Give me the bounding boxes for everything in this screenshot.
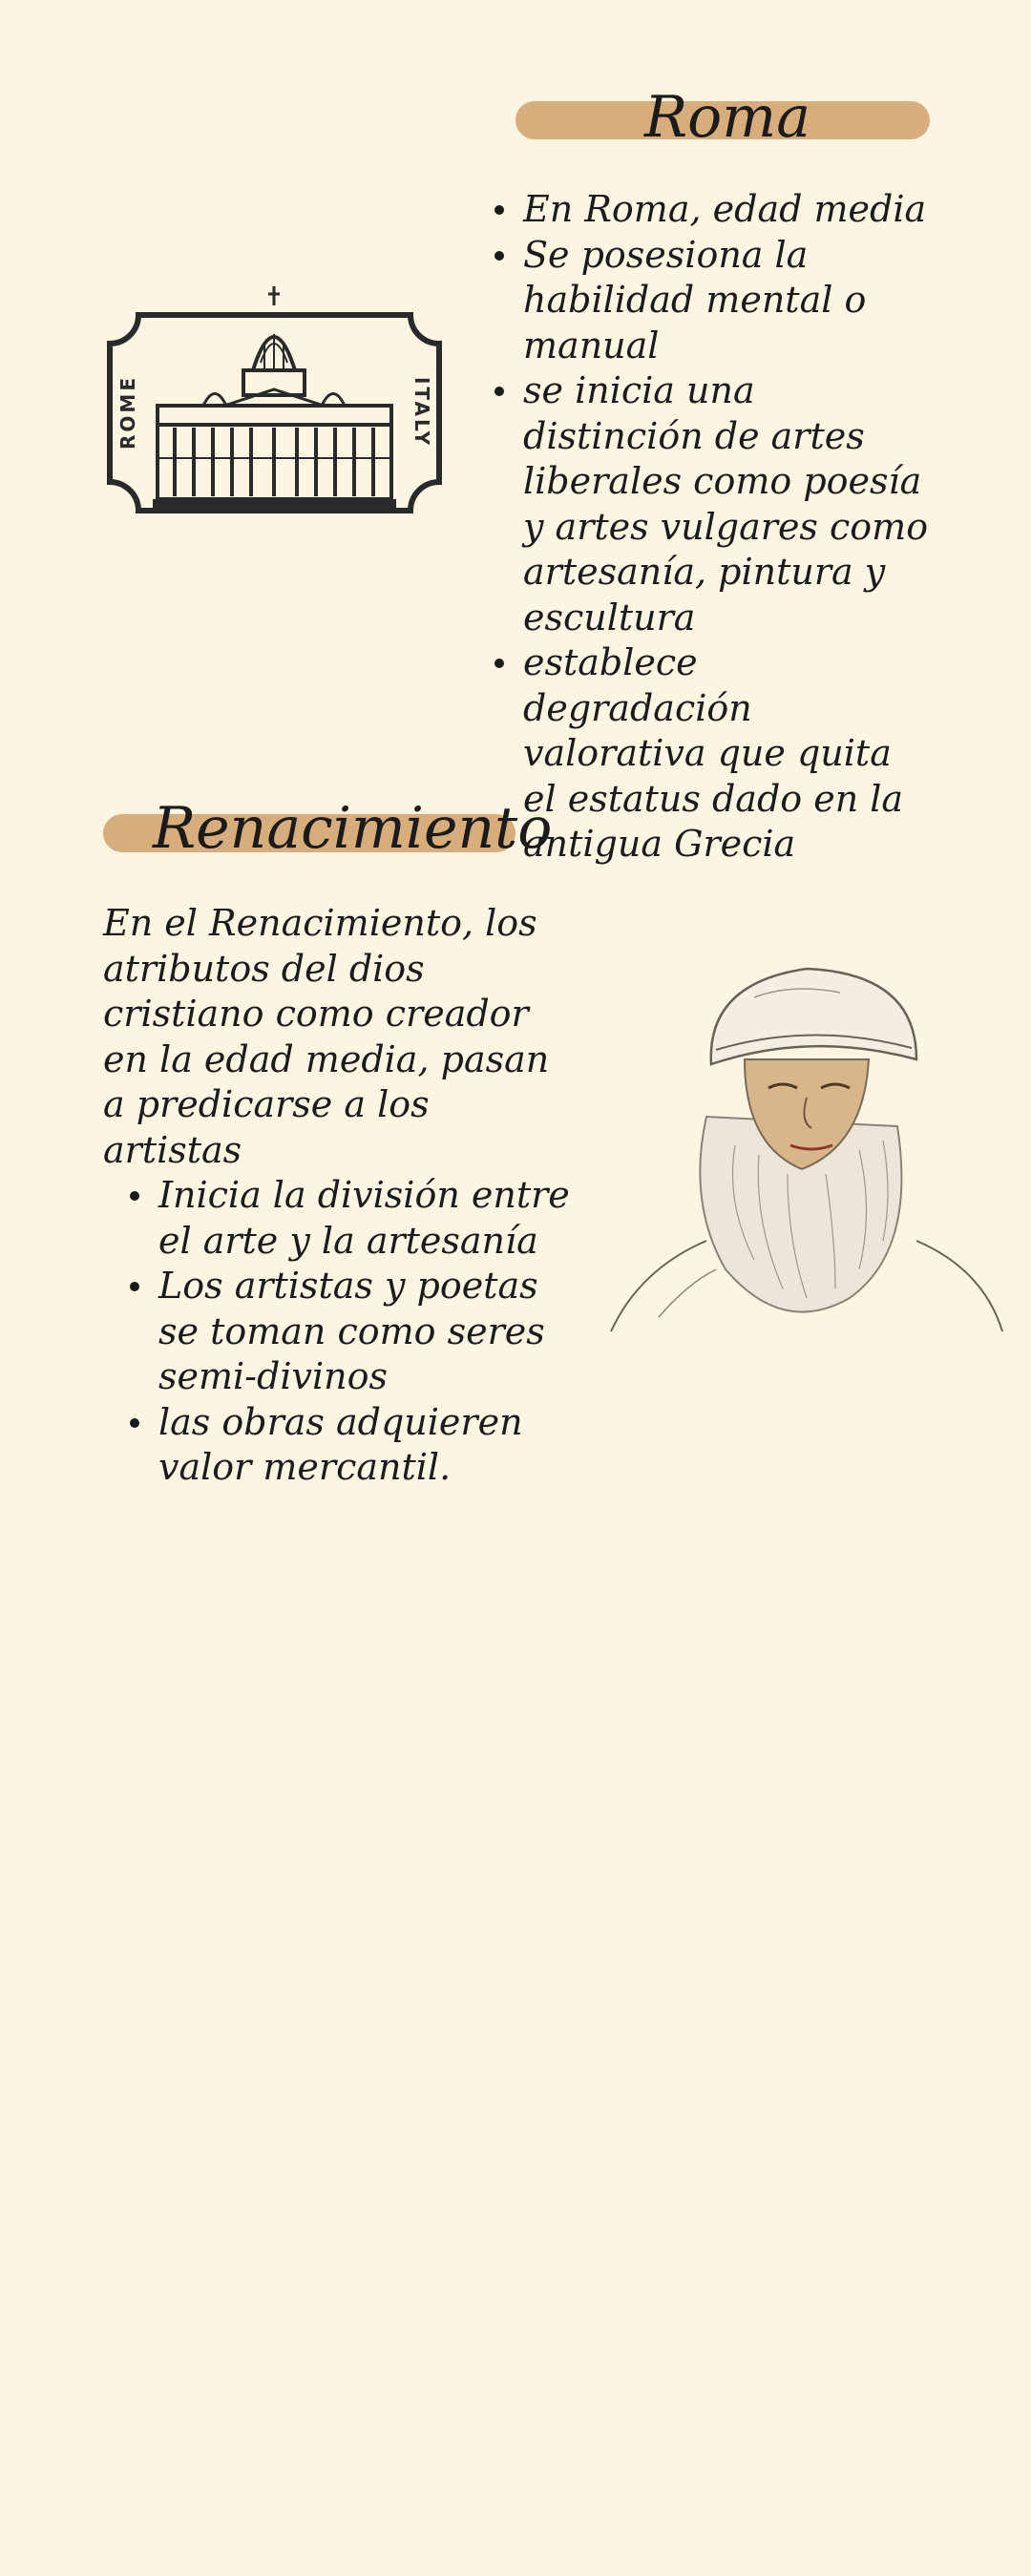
renacimiento-title: Renacimiento	[153, 795, 553, 862]
stamp-rome-text: ROME	[116, 375, 139, 450]
roma-bullet-4: establece degradación valorativa que quita el estatus dado en la antigua Grecia	[494, 640, 934, 868]
roma-bullet-list	[494, 187, 934, 868]
leonardo-portrait-image	[601, 954, 1012, 1346]
roma-list-block	[494, 187, 934, 868]
renacimiento-bullet-2: Los artistas y poetas se toman como seres semi-divinos	[130, 1264, 571, 1400]
renacimiento-bullet-list	[130, 1173, 571, 1491]
rome-basilica-stamp-image	[100, 277, 449, 549]
renacimiento-bullet-3: las obras adquieren valor mercantil.	[130, 1400, 571, 1491]
roma-title: Roma	[644, 84, 810, 151]
renacimiento-text-block	[103, 901, 571, 1491]
roma-bullet-2: Se posesiona la habilidad mental o manual	[494, 233, 934, 369]
roma-bullet-3: se inicia una distinción de artes liberales como poesía y artes vulgares como artesanía, pintura y escultura	[494, 368, 934, 640]
stamp-italy-text: ITALY	[410, 376, 433, 449]
renacimiento-bullet-1: Inicia la división entre el arte y la artesanía	[130, 1173, 571, 1264]
roma-bullet-1: En Roma, edad media	[494, 187, 934, 233]
renacimiento-intro: En el Renacimiento, los atributos del dios cristiano como creador en la edad media, pasan a predicarse a los artistas	[103, 902, 550, 1171]
